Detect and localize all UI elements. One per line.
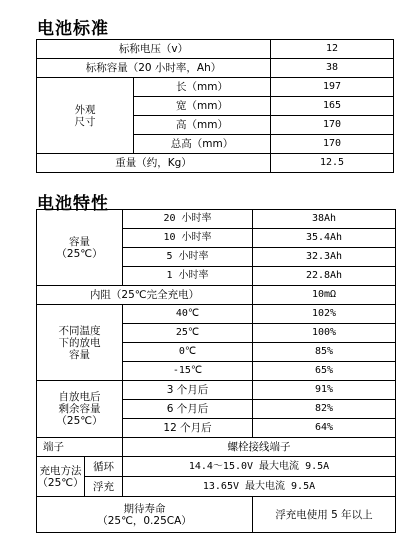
rated-capacity-value: 38 (271, 59, 394, 78)
charging-label-line2: （25℃） (37, 476, 84, 489)
charging-label (37, 457, 85, 497)
table-row (37, 477, 396, 497)
self-discharge-period: 3 个月后 (123, 381, 253, 400)
dimensions-label (37, 78, 134, 154)
capacity-value: 22.8Ah (253, 267, 396, 286)
nominal-voltage-value: 12 (271, 40, 394, 59)
self-discharge-label-line3: （25℃） (56, 415, 103, 427)
table-row (37, 286, 396, 305)
temperature: 0℃ (123, 343, 253, 362)
capacity-label (37, 210, 123, 286)
capacity-rate: 10 小时率 (123, 229, 253, 248)
charging-mode-float: 浮充 (85, 477, 123, 497)
total-height-label: 总高（mm） (134, 135, 271, 154)
capacity-label-line1: 容量 (69, 235, 90, 248)
temperature-capacity-value: 102% (253, 305, 396, 324)
self-discharge-period: 12 个月后 (123, 419, 253, 438)
dimensions-label-line2: 尺寸 (74, 115, 96, 128)
self-discharge-label (37, 381, 123, 438)
self-discharge-label-line2: 剩余容量 (58, 403, 101, 415)
temperature-label-line1: 不同温度 (58, 324, 101, 337)
nominal-voltage-label: 标称电压（v） (37, 40, 271, 59)
terminal-label: 端子 (37, 438, 123, 457)
capacity-rate: 20 小时率 (123, 210, 253, 229)
temperature: 40℃ (123, 305, 253, 324)
self-discharge-label-line1: 自放电后 (58, 391, 101, 403)
length-label: 长（mm） (134, 78, 271, 97)
width-label: 宽（mm） (134, 97, 271, 116)
table-row (37, 305, 396, 324)
height-value: 170 (271, 116, 394, 135)
table-row (37, 154, 394, 173)
length-value: 197 (271, 78, 394, 97)
terminal-value: 螺栓接线端子 (123, 438, 396, 457)
rated-capacity-label: 标称容量（20 小时率，Ah） (37, 59, 271, 78)
self-discharge-value: 91% (253, 381, 396, 400)
table-row (37, 78, 394, 97)
capacity-rate: 1 小时率 (123, 267, 253, 286)
internal-resistance-label: 内阻（25℃完全充电） (37, 286, 253, 305)
charging-label-line1: 充电方法 (39, 464, 82, 477)
self-discharge-period: 6 个月后 (123, 400, 253, 419)
table-row (37, 457, 396, 477)
temperature-capacity-value: 65% (253, 362, 396, 381)
temperature-label-line3: 容量 (69, 348, 90, 361)
table-row (37, 40, 394, 59)
temperature-capacity-value: 100% (253, 324, 396, 343)
characteristics-table (36, 209, 396, 533)
capacity-value: 35.4Ah (253, 229, 396, 248)
standard-table (36, 39, 394, 173)
table-row (37, 438, 396, 457)
life-label-line2: （25℃，0.25CA） (97, 514, 192, 527)
temperature-capacity-value: 85% (253, 343, 396, 362)
height-label: 高（mm） (134, 116, 271, 135)
life-label-line1: 期待寿命 (123, 502, 166, 515)
capacity-rate: 5 小时率 (123, 248, 253, 267)
charging-cycle-value: 14.4～15.0V 最大电流 9.5A (123, 457, 396, 477)
life-label (37, 497, 253, 533)
capacity-value: 32.3Ah (253, 248, 396, 267)
characteristics-heading: 电池特性 (37, 194, 109, 214)
temperature: -15℃ (123, 362, 253, 381)
weight-label: 重量（约，Kg） (37, 154, 271, 173)
dimensions-label-line1: 外观 (74, 103, 96, 116)
capacity-value: 38Ah (253, 210, 396, 229)
table-row (37, 497, 396, 533)
table-row (37, 381, 396, 400)
temperature-label-line2: 下的放电 (58, 336, 101, 349)
width-value: 165 (271, 97, 394, 116)
temperature-capacity-label (37, 305, 123, 381)
total-height-value: 170 (271, 135, 394, 154)
life-value: 浮充电使用 5 年以上 (253, 497, 396, 533)
charging-float-value: 13.65V 最大电流 9.5A (123, 477, 396, 497)
internal-resistance-value: 10mΩ (253, 286, 396, 305)
table-row (37, 210, 396, 229)
charging-mode-cycle: 循环 (85, 457, 123, 477)
table-row (37, 59, 394, 78)
temperature: 25℃ (123, 324, 253, 343)
weight-value: 12.5 (271, 154, 394, 173)
capacity-label-line2: （25℃） (56, 247, 103, 260)
self-discharge-value: 82% (253, 400, 396, 419)
self-discharge-value: 64% (253, 419, 396, 438)
standard-heading: 电池标准 (37, 19, 109, 39)
